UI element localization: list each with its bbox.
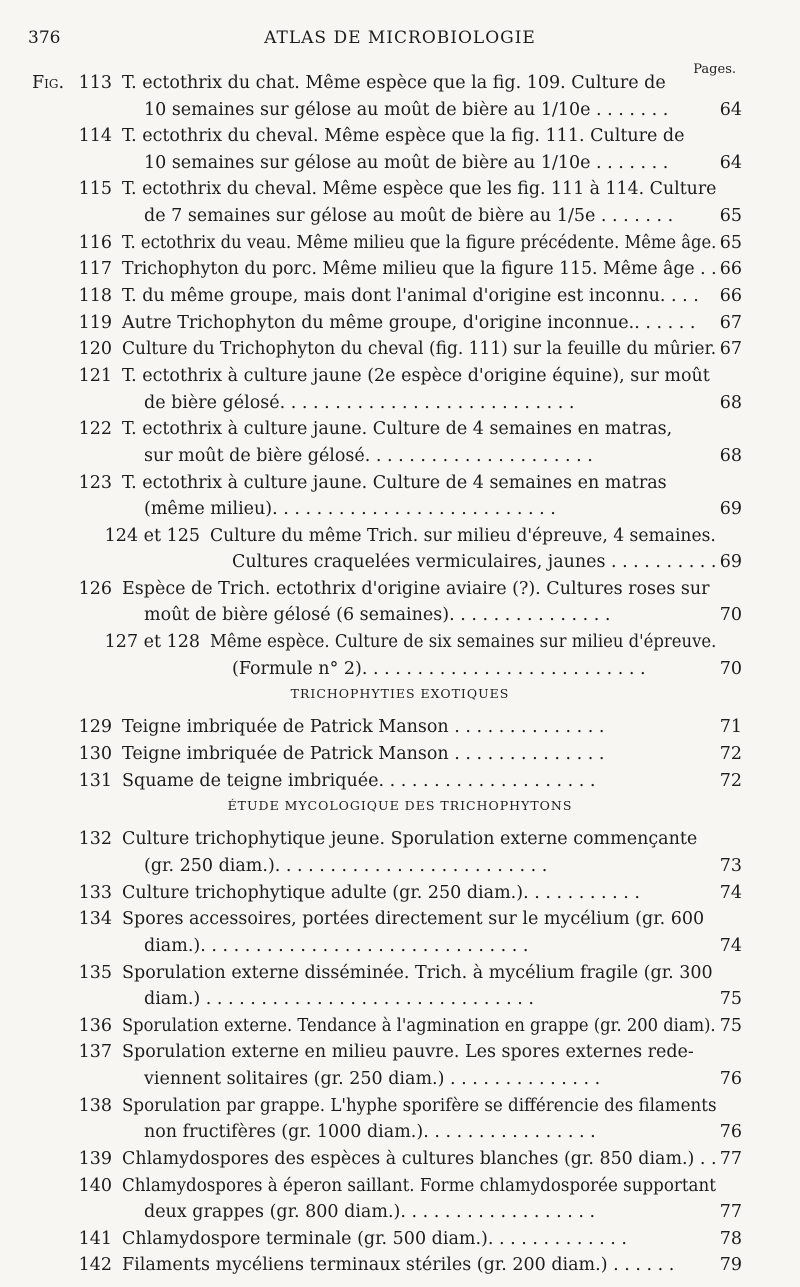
page-reference: 75 — [719, 1015, 742, 1036]
page-reference: 67 — [719, 339, 742, 360]
figure-number: 142 — [78, 1255, 112, 1276]
page-reference: 74 — [719, 882, 742, 903]
entry-caption-line: Espèce de Trich. ectothrix d'origine aviaire (?). Cultures roses sur — [122, 578, 710, 599]
entry-caption-line: viennent solitaires (gr. 250 diam.) . . . . . . . . . . . . . . — [144, 1068, 601, 1089]
entry-caption-line: Teigne imbriquée de Patrick Manson . . . . . . . . . . . . . . — [122, 717, 605, 738]
figure-number: 113 — [78, 73, 112, 93]
figure-number: 127 et 128 — [104, 632, 200, 653]
entry-caption-line: Même espèce. Culture de six semaines sur milieu d'épreuve. — [210, 632, 717, 653]
running-header — [28, 28, 772, 52]
entry-caption-line: diam.). . . . . . . . . . . . . . . . . . . . . . . . . . . . . . — [144, 935, 529, 956]
fig-prefix: Fig. — [32, 73, 65, 93]
page-reference: 65 — [719, 232, 742, 253]
figure-number: 134 — [78, 909, 112, 930]
entry-caption-line: deux grappes (gr. 800 diam.). . . . . . . . . . . . . . . . . . — [144, 1202, 596, 1222]
entry-caption-line: 10 semaines sur gélose au moût de bière au 1/10e . . . . . . . — [144, 99, 669, 120]
entry-caption-line: (Formule n° 2). . . . . . . . . . . . . . . . . . . . . . . . . . — [232, 658, 646, 679]
page-reference: 69 — [719, 499, 742, 519]
entry-caption-line: Autre Trichophyton du même groupe, d'origine inconnue.. . . . . . — [122, 312, 696, 333]
figure-number: 135 — [78, 962, 112, 983]
entry-caption-line: Squame de teigne imbriquée. . . . . . . . . . . . . . . . . . . . — [122, 770, 596, 791]
figure-number: 138 — [78, 1095, 112, 1116]
page-reference: 78 — [719, 1228, 742, 1249]
entry-caption-line: T. ectothrix du cheval. Même espèce que la fig. 111. Culture de — [122, 126, 685, 147]
page-reference: 66 — [719, 286, 742, 306]
figure-number: 126 — [78, 578, 112, 599]
entry-caption-line: Culture du Trichophyton du cheval (fig. 111) sur la feuille du mûrier. — [122, 339, 717, 360]
figure-number: 133 — [78, 882, 112, 903]
entry-caption-line: Trichophyton du porc. Même milieu que la figure 115. Même âge . . — [122, 259, 717, 280]
page-reference: 69 — [719, 552, 742, 573]
figure-number: 131 — [78, 770, 112, 791]
entry-caption-line: Sporulation externe disséminée. Trich. à mycélium fragile (gr. 300 — [122, 962, 713, 983]
page-reference: 70 — [719, 658, 742, 679]
section-heading: TRICHOPHYTIES EXOTIQUES — [290, 686, 510, 702]
figure-number: 117 — [78, 259, 112, 280]
entry-caption-line: Chlamydospores à éperon saillant. Forme chlamydosporée supportant — [122, 1175, 716, 1196]
entry-caption-line: Filaments mycéliens terminaux stériles (gr. 200 diam.) . . . . . . — [122, 1255, 675, 1276]
entry-caption-line: non fructifères (gr. 1000 diam.). . . . . . . . . . . . . . . . — [144, 1122, 596, 1143]
entry-caption-line: Culture trichophytique jeune. Sporulation externe commençante — [122, 829, 698, 850]
page-reference: 68 — [719, 392, 742, 413]
figure-number: 123 — [78, 472, 112, 493]
figure-number: 115 — [78, 179, 112, 200]
figure-number: 140 — [78, 1175, 112, 1196]
entry-caption-line: (gr. 250 diam.). . . . . . . . . . . . . . . . . . . . . . . . . — [144, 855, 548, 876]
entry-caption-line: T. ectothrix à culture jaune. Culture de 4 semaines en matras, — [122, 419, 673, 440]
pages-column-label: Pages. — [693, 62, 736, 77]
entry-caption-line: Culture trichophytique adulte (gr. 250 diam.). . . . . . . . . . . — [122, 882, 640, 903]
page-reference: 74 — [719, 935, 742, 956]
page-reference: 75 — [719, 989, 742, 1009]
entry-caption-line: T. ectothrix à culture jaune (2e espèce d'origine équine), sur moût — [122, 366, 710, 387]
page-reference: 67 — [719, 312, 742, 333]
entry-caption-line: Sporulation par grappe. L'hyphe sporifère se différencie des filaments — [122, 1095, 717, 1116]
entry-caption-line: Cultures craquelées vermiculaires, jaunes . . . . . . . . . . — [232, 552, 717, 573]
section-heading: ÉTUDE MYCOLOGIQUE DES TRICHOPHYTONS — [227, 798, 573, 814]
entry-caption-line: Chlamydospores des espèces à cultures blanches (gr. 850 diam.) . . — [122, 1148, 717, 1169]
page-reference: 79 — [719, 1255, 742, 1276]
entry-caption-line: 10 semaines sur gélose au moût de bière au 1/10e . . . . . . . — [144, 152, 669, 173]
page-reference: 64 — [719, 152, 742, 173]
figure-number: 129 — [78, 717, 112, 738]
figure-number: 120 — [78, 339, 112, 360]
figure-number: 121 — [78, 366, 112, 387]
entry-caption-line: Chlamydospore terminale (gr. 500 diam.). . . . . . . . . . . . . — [122, 1228, 627, 1249]
page-reference: 76 — [719, 1122, 742, 1143]
entry-caption-line: diam.) . . . . . . . . . . . . . . . . . . . . . . . . . . . . . . — [144, 989, 534, 1009]
page-number: 376 — [28, 28, 61, 48]
page-reference: 66 — [719, 259, 742, 280]
entry-caption-line: T. du même groupe, mais dont l'animal d'origine est inconnu. . . . — [122, 286, 699, 306]
figure-number: 139 — [78, 1148, 112, 1169]
figure-number: 132 — [78, 829, 112, 850]
page-reference: 77 — [719, 1202, 742, 1222]
figure-number: 119 — [78, 312, 112, 333]
page-reference: 73 — [719, 855, 742, 876]
page-reference: 64 — [719, 99, 742, 120]
figure-number: 122 — [78, 419, 112, 440]
page-reference: 65 — [719, 205, 742, 226]
figure-number: 130 — [78, 744, 112, 764]
figure-number: 118 — [78, 286, 112, 306]
entry-caption-line: Sporulation externe en milieu pauvre. Les spores externes rede- — [122, 1042, 694, 1063]
entry-caption-line: de 7 semaines sur gélose au moût de bière au 1/5e . . . . . . . — [144, 205, 674, 226]
entry-caption-line: sur moût de bière gélosé. . . . . . . . . . . . . . . . . . . . . — [144, 445, 593, 466]
page-reference: 68 — [719, 445, 742, 466]
entry-caption-line: T. ectothrix du chat. Même espèce que la fig. 109. Culture de — [122, 73, 666, 93]
entry-caption-line: Teigne imbriquée de Patrick Manson . . . . . . . . . . . . . . — [122, 744, 605, 764]
entry-caption-line: Culture du même Trich. sur milieu d'épreuve, 4 semaines. — [210, 525, 716, 546]
figure-number: 116 — [78, 232, 112, 253]
page-reference: 71 — [719, 717, 742, 738]
entry-caption-line: moût de bière gélosé (6 semaines). . . . . . . . . . . . . . . — [144, 605, 611, 626]
figure-number: 124 et 125 — [104, 525, 200, 546]
page-reference: 72 — [719, 744, 742, 764]
page-reference: 70 — [719, 605, 742, 626]
entry-caption-line: T. ectothrix du cheval. Même espèce que les fig. 111 à 114. Culture — [122, 179, 717, 200]
entry-caption-line: (même milieu). . . . . . . . . . . . . . . . . . . . . . . . . . — [144, 499, 556, 519]
figure-number: 136 — [78, 1015, 112, 1036]
header-title: ATLAS DE MICROBIOLOGIE — [264, 28, 536, 48]
page-reference: 76 — [719, 1068, 742, 1089]
entry-caption-line: Sporulation externe. Tendance à l'agmination en grappe (gr. 200 diam). — [122, 1015, 716, 1036]
entry-caption-line: de bière gélosé. . . . . . . . . . . . . . . . . . . . . . . . . . . — [144, 392, 575, 413]
figure-number: 141 — [78, 1228, 112, 1249]
page-reference: 72 — [719, 770, 742, 791]
page-reference: 77 — [719, 1148, 742, 1169]
figure-number: 137 — [78, 1042, 112, 1063]
entry-caption-line: T. ectothrix du veau. Même milieu que la figure précédente. Même âge. — [122, 232, 717, 253]
figure-number: 114 — [78, 126, 112, 147]
entry-caption-line: T. ectothrix à culture jaune. Culture de 4 semaines en matras — [122, 472, 667, 493]
entry-caption-line: Spores accessoires, portées directement sur le mycélium (gr. 600 — [122, 909, 705, 930]
